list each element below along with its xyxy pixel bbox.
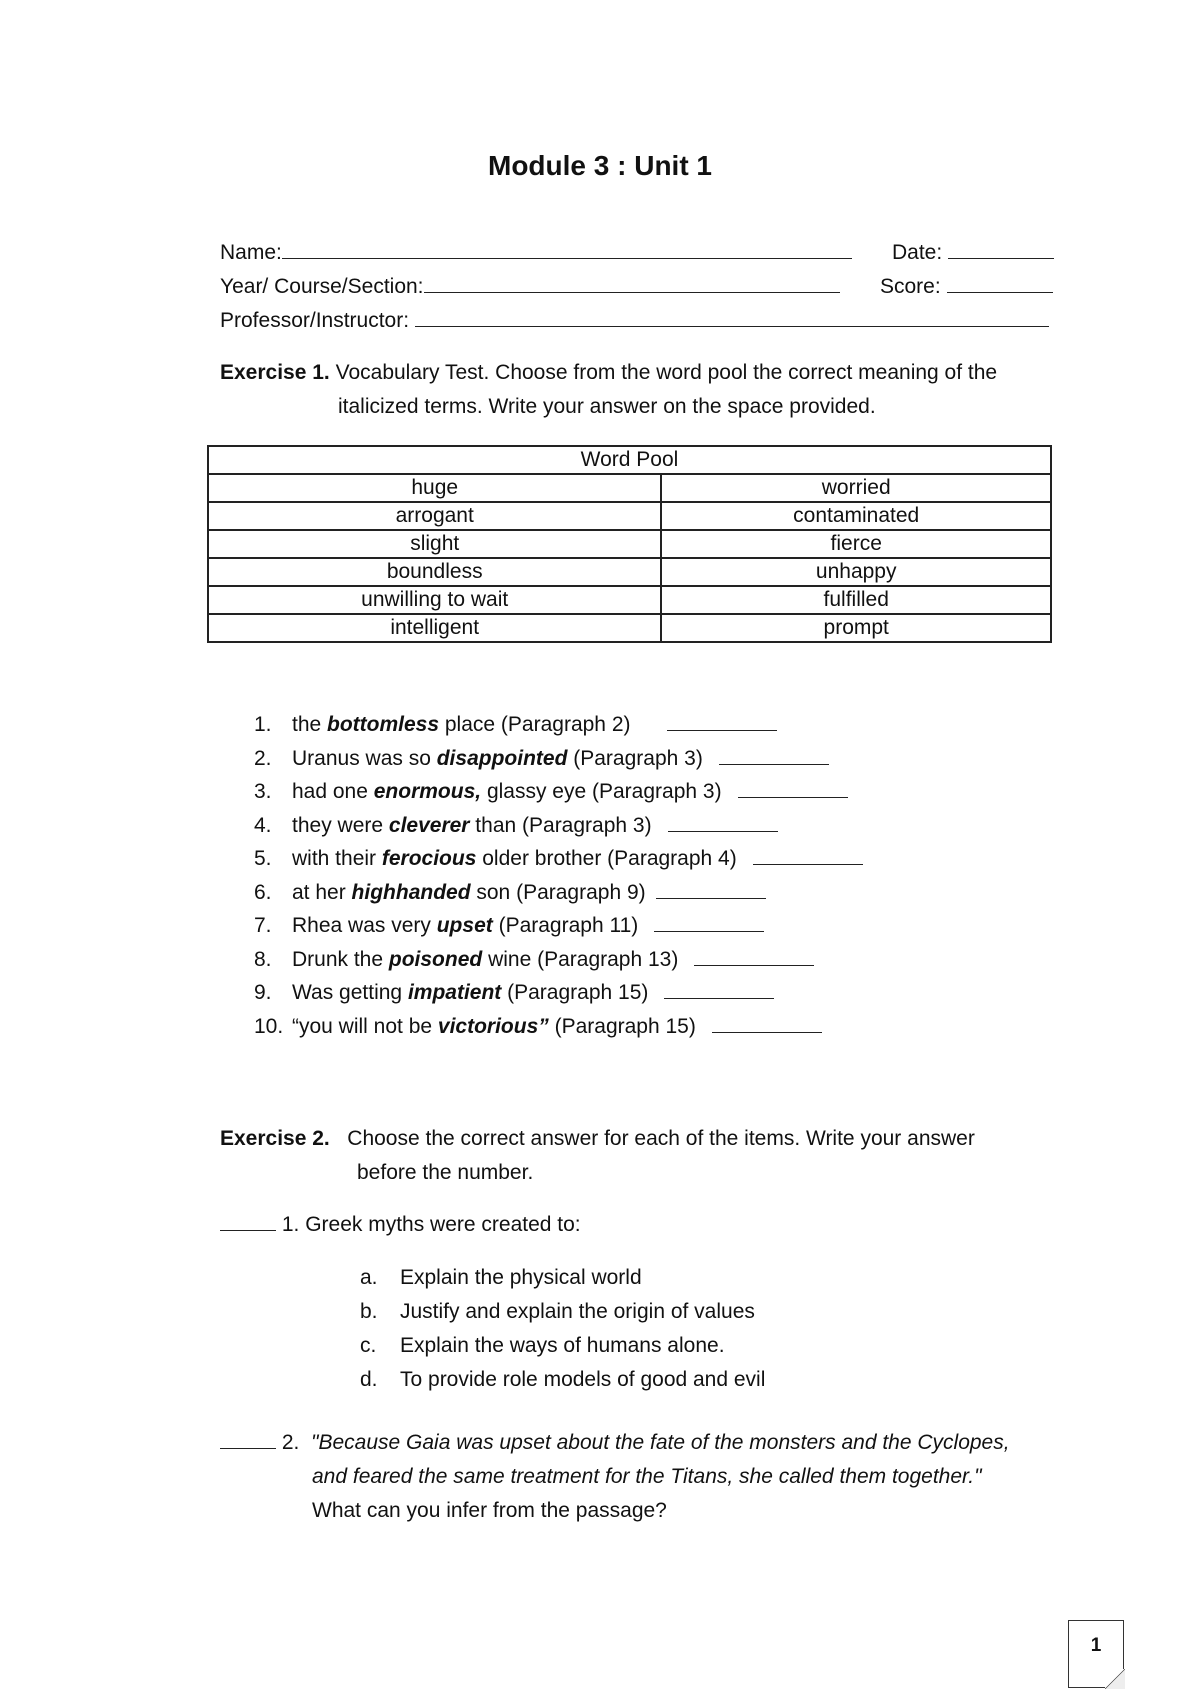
list-item: 2. Uranus was so disappointed (Paragraph 3) bbox=[254, 746, 863, 780]
date-blank[interactable] bbox=[948, 240, 1054, 259]
option-item: c. Explain the ways of humans alone. bbox=[360, 1334, 725, 1357]
exercise2-instruction-line1: Choose the correct answer for each of the items. Write your answer bbox=[347, 1127, 975, 1150]
exercise2-instructions bbox=[220, 1122, 1060, 1190]
word-pool-table bbox=[207, 445, 1052, 643]
question-2-quote-line1: "Because Gaia was upset about the fate of the monsters and the Cyclopes, bbox=[311, 1431, 1010, 1454]
table-row bbox=[208, 502, 1051, 530]
word-cell: worried bbox=[661, 474, 1051, 502]
table-row bbox=[208, 474, 1051, 502]
page-number-box bbox=[1068, 1620, 1124, 1688]
name-label: Name: bbox=[220, 241, 282, 264]
question-2-question: What can you infer from the passage? bbox=[312, 1499, 667, 1522]
answer-blank[interactable] bbox=[712, 1014, 822, 1033]
answer-blank[interactable] bbox=[738, 779, 848, 798]
answer-blank[interactable] bbox=[220, 1430, 276, 1449]
answer-blank[interactable] bbox=[753, 846, 863, 865]
professor-blank[interactable] bbox=[415, 308, 1049, 327]
answer-blank[interactable] bbox=[694, 947, 814, 966]
list-item: 9. Was getting impatient (Paragraph 15) bbox=[254, 980, 863, 1014]
answer-blank[interactable] bbox=[668, 813, 778, 832]
question-2-quote-line2: and feared the same treatment for the Titans, she called them together." bbox=[312, 1465, 982, 1488]
page-curl-icon bbox=[1105, 1669, 1125, 1689]
word-cell: huge bbox=[208, 474, 661, 502]
exercise2-label: Exercise 2. bbox=[220, 1127, 330, 1150]
list-item: 5. with their ferocious older brother (Paragraph 4) bbox=[254, 846, 863, 880]
answer-blank[interactable] bbox=[667, 712, 777, 731]
exercise2-instruction-line2: before the number. bbox=[357, 1161, 534, 1184]
page-title: Module 3 : Unit 1 bbox=[488, 150, 712, 181]
date-field[interactable] bbox=[892, 240, 1054, 265]
option-item: d. To provide role models of good and evil bbox=[360, 1368, 766, 1391]
list-item: 3. had one enormous, glassy eye (Paragraph 3) bbox=[254, 779, 863, 813]
word-cell: arrogant bbox=[208, 502, 661, 530]
answer-blank[interactable] bbox=[664, 980, 774, 999]
word-pool-title: Word Pool bbox=[208, 446, 1051, 474]
professor-label: Professor/Instructor: bbox=[220, 309, 410, 332]
word-cell: slight bbox=[208, 530, 661, 558]
answer-blank[interactable] bbox=[719, 746, 829, 765]
list-item: 10. “you will not be victorious” (Paragraph 15) bbox=[254, 1014, 863, 1048]
list-item: 8. Drunk the poisoned wine (Paragraph 13) bbox=[254, 947, 863, 981]
vocabulary-list bbox=[254, 712, 863, 1047]
answer-blank[interactable] bbox=[656, 880, 766, 899]
word-cell: prompt bbox=[661, 614, 1051, 642]
answer-blank[interactable] bbox=[654, 913, 764, 932]
exercise1-instruction-line1: Vocabulary Test. Choose from the word pool the correct meaning of the bbox=[335, 361, 998, 384]
list-item: 7. Rhea was very upset (Paragraph 11) bbox=[254, 913, 863, 947]
word-cell: contaminated bbox=[661, 502, 1051, 530]
table-row bbox=[208, 614, 1051, 642]
section-label: Year/ Course/Section: bbox=[220, 275, 424, 298]
exercise1-label: Exercise 1. bbox=[220, 361, 330, 384]
word-cell: unhappy bbox=[661, 558, 1051, 586]
section-blank[interactable] bbox=[424, 274, 840, 293]
page-number: 1 bbox=[1090, 1635, 1102, 1656]
exercise1-instruction-line2: italicized terms. Write your answer on the space provided. bbox=[338, 395, 876, 418]
table-row bbox=[208, 586, 1051, 614]
option-item: a. Explain the physical world bbox=[360, 1266, 642, 1289]
exercise1-instructions bbox=[220, 356, 1060, 424]
list-item: 6. at her highhanded son (Paragraph 9) bbox=[254, 880, 863, 914]
word-cell: boundless bbox=[208, 558, 661, 586]
option-item: b. Justify and explain the origin of values bbox=[360, 1300, 755, 1323]
table-row bbox=[208, 530, 1051, 558]
word-cell: intelligent bbox=[208, 614, 661, 642]
question-1-options bbox=[360, 1266, 766, 1402]
name-blank[interactable] bbox=[282, 240, 852, 259]
score-blank[interactable] bbox=[947, 274, 1053, 293]
question-1 bbox=[220, 1212, 581, 1237]
section-field[interactable] bbox=[220, 274, 840, 299]
list-item: 1. the bottomless place (Paragraph 2) bbox=[254, 712, 863, 746]
table-row bbox=[208, 558, 1051, 586]
professor-field[interactable] bbox=[220, 308, 1049, 333]
name-field[interactable] bbox=[220, 240, 852, 265]
question-1-text: 1. Greek myths were created to: bbox=[281, 1213, 581, 1236]
answer-blank[interactable] bbox=[220, 1212, 276, 1231]
word-cell: fierce bbox=[661, 530, 1051, 558]
score-label: Score: bbox=[880, 275, 941, 298]
word-cell: fulfilled bbox=[661, 586, 1051, 614]
score-field[interactable] bbox=[880, 274, 1053, 299]
word-cell: unwilling to wait bbox=[208, 586, 661, 614]
question-2-number: 2. bbox=[281, 1431, 300, 1454]
question-2 bbox=[220, 1426, 1010, 1528]
list-item: 4. they were cleverer than (Paragraph 3) bbox=[254, 813, 863, 847]
date-label: Date: bbox=[892, 241, 943, 264]
